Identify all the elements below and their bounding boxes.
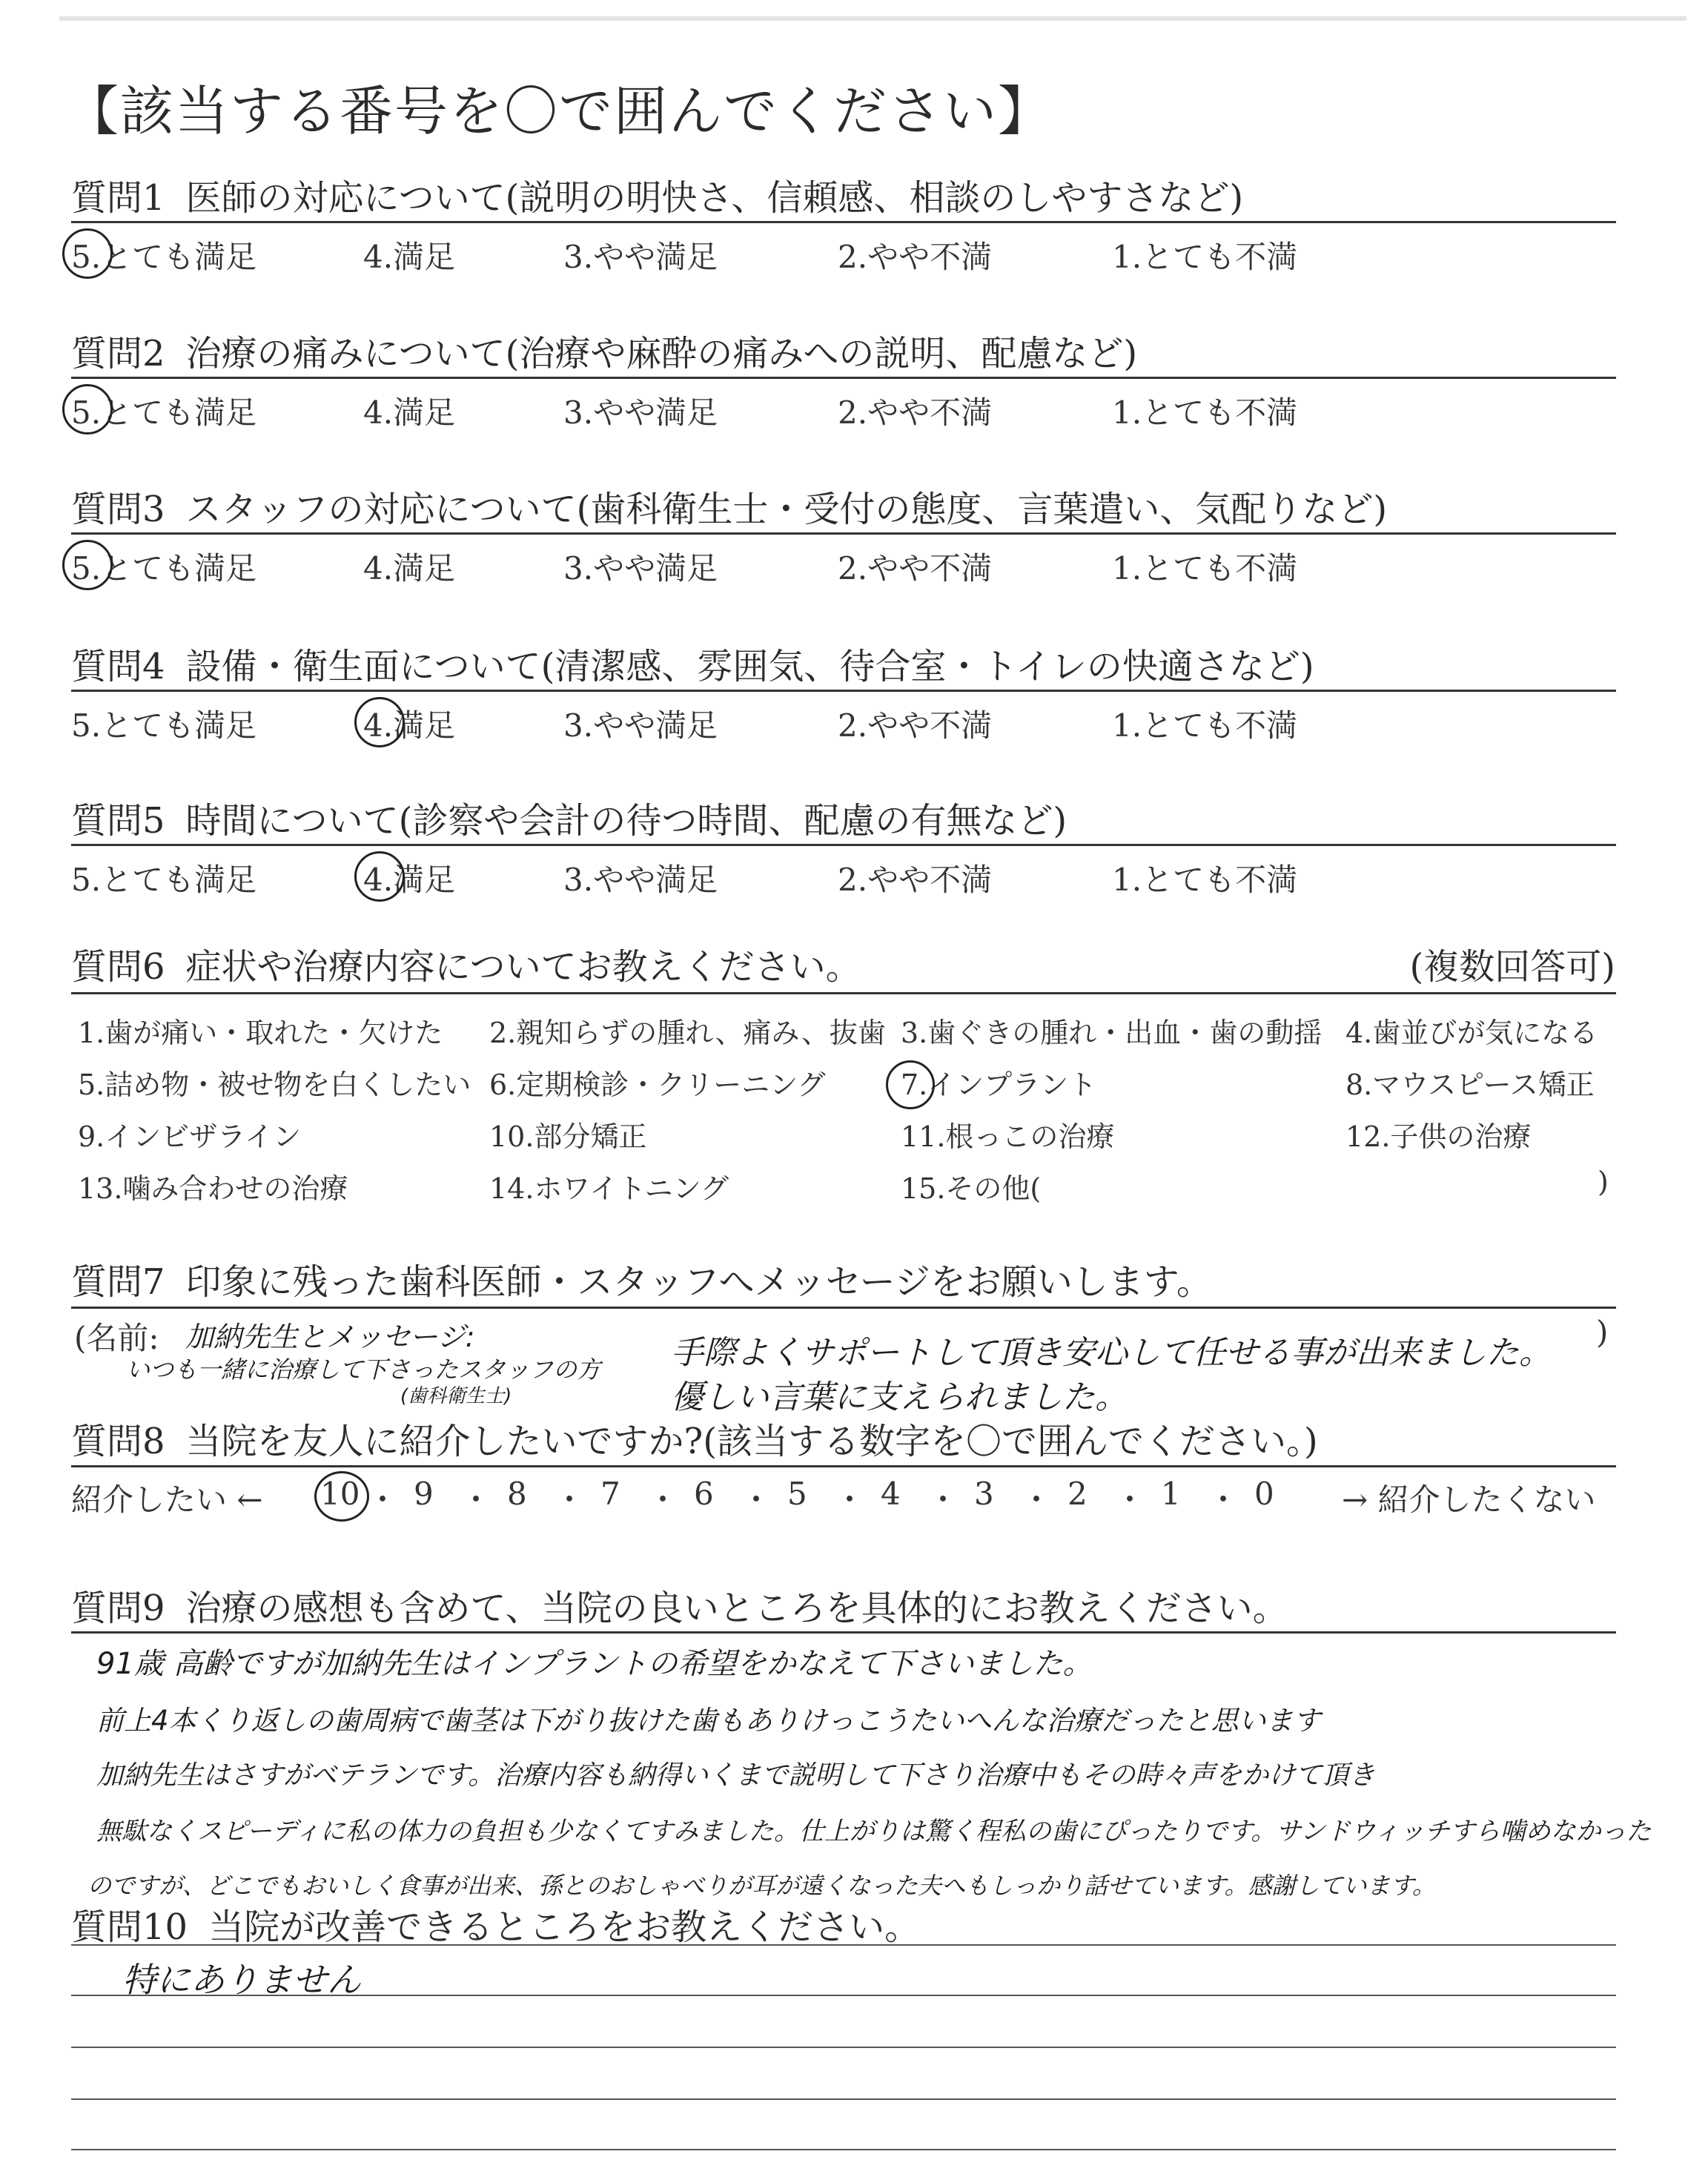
q8-scale-value: 2	[1068, 1476, 1088, 1512]
q4-option-3: 3.やや満足	[563, 707, 718, 744]
q6-item: 12.子供の治療	[1345, 1120, 1532, 1153]
q8-right-label: → 紹介したくない	[1342, 1482, 1596, 1518]
q6-item: 10.部分矯正	[489, 1120, 647, 1153]
q9-answer-line: 91歳 高齢ですが加納先生はインプラントの希望をかなえて下さいました。	[96, 1647, 1093, 1681]
q8-scale-value: 4	[881, 1476, 901, 1512]
q7-heading	[71, 1253, 1212, 1304]
q8-scale-dot: ・	[647, 1482, 679, 1518]
q10-heading	[71, 1898, 920, 1949]
q6-note: (複数回答可)	[1409, 946, 1615, 988]
q7-name-handwriting-2: いつも一緒に治療して下さったスタッフの方	[126, 1355, 601, 1384]
q6-selection-circle	[886, 1060, 935, 1109]
q6-item: 13.噛み合わせの治療	[78, 1172, 348, 1205]
q8-scale-value: 9	[414, 1476, 434, 1512]
q8-scale-value: 0	[1254, 1476, 1274, 1512]
q8-scale-value: 3	[974, 1476, 994, 1512]
q1-option-2: 2.やや不満	[838, 239, 993, 275]
q7-text: 印象に残った歯科医師・スタッフへメッセージをお願いします。	[185, 1261, 1212, 1303]
q9-text: 治療の感想も含めて、当院の良いところを具体的にお教えください。	[185, 1588, 1288, 1629]
q8-scale-value: 6	[694, 1476, 714, 1512]
q3-option-5: 5.とても満足	[71, 550, 257, 587]
q6-item: )	[1598, 1166, 1609, 1198]
q8-left-label: 紹介したい ←	[71, 1482, 263, 1518]
q5-heading	[71, 792, 1067, 843]
q5-option-5: 5.とても満足	[71, 862, 257, 898]
q6-item: 9.インビザライン	[78, 1120, 302, 1153]
q1-option-1: 1.とても不満	[1112, 239, 1298, 275]
q6-item: 14.ホワイトニング	[489, 1172, 729, 1205]
q9-number: 質問9	[71, 1588, 165, 1629]
q3-heading	[71, 480, 1387, 532]
q2-option-1: 1.とても不満	[1112, 394, 1298, 431]
q6-number: 質問6	[71, 946, 165, 988]
q7-number: 質問7	[71, 1261, 165, 1303]
q8-scale-dot: ・	[1021, 1482, 1053, 1518]
q4-option-1: 1.とても不満	[1112, 707, 1298, 744]
q8-scale-value: 5	[787, 1476, 807, 1512]
q1-rule	[71, 221, 1616, 223]
q10-answer-line-2	[71, 2047, 1616, 2048]
q8-scale-value: 10	[320, 1476, 360, 1512]
q5-rule	[71, 844, 1616, 846]
q3-option-2: 2.やや不満	[838, 550, 993, 587]
q6-item: 7.インプラント	[901, 1069, 1097, 1101]
q7-message-line-2: 優しい言葉に支えられました。	[671, 1378, 1128, 1416]
top-edge-line	[59, 16, 1687, 21]
q5-option-3: 3.やや満足	[563, 862, 718, 898]
q10-answer: 特にありません	[122, 1960, 361, 2000]
q7-name-handwriting: 加納先生とメッセージ:	[185, 1321, 475, 1353]
q8-number: 質問8	[71, 1421, 165, 1462]
q2-option-3: 3.やや満足	[563, 394, 718, 431]
q4-option-5: 5.とても満足	[71, 707, 257, 744]
q8-scale-dot: ・	[554, 1482, 586, 1518]
q4-selection-circle	[354, 697, 405, 747]
q8-scale-value: 1	[1161, 1476, 1181, 1512]
q2-selection-circle	[62, 384, 113, 435]
q9-answer-line: 無駄なくスピーディに私の体力の負担も少なくてすみました。仕上がりは驚く程私の歯にぴったりです。サンドウィッチすら噛めなかった	[96, 1817, 1652, 1846]
q5-option-1: 1.とても不満	[1112, 862, 1298, 898]
q7-name-handwriting-3: (歯科衛生士)	[400, 1385, 512, 1407]
q4-text: 設備・衛生面について(清潔感、雰囲気、待合室・トイレの快適さなど)	[185, 646, 1314, 687]
q4-rule	[71, 690, 1616, 692]
q6-item: 6.定期検診・クリーニング	[489, 1069, 826, 1101]
q9-answer-line: 加納先生はさすがベテランです。治療内容も納得いくまで説明して下さり治療中もその時々声をかけて頂き	[96, 1760, 1376, 1791]
q4-heading	[71, 638, 1314, 689]
q2-option-4: 4.満足	[363, 394, 456, 431]
q6-item: 3.歯ぐきの腫れ・出血・歯の動揺	[901, 1017, 1323, 1049]
q1-selection-circle	[62, 228, 113, 279]
q8-scale-dot: ・	[1208, 1482, 1239, 1518]
q6-item: 1.歯が痛い・取れた・欠けた	[78, 1017, 443, 1049]
q7-close-paren: )	[1596, 1314, 1609, 1350]
q9-rule	[71, 1631, 1616, 1634]
q3-number: 質問3	[71, 489, 165, 530]
q7-name-label: (名前:	[74, 1320, 159, 1356]
q2-rule	[71, 377, 1616, 379]
q1-text: 医師の対応について(説明の明快さ、信頼感、相談のしやすさなど)	[185, 177, 1244, 219]
q10-rule	[71, 1944, 1616, 1946]
q6-rule	[71, 992, 1616, 994]
q2-option-2: 2.やや不満	[838, 394, 993, 431]
q8-rule	[71, 1465, 1616, 1467]
q9-answer-line: 前上4本くり返しの歯周病で歯茎は下がり抜けた歯もありけっこうたいへんな治療だったと思います	[96, 1705, 1321, 1737]
q8-text: 当院を友人に紹介したいですか?(該当する数字を〇で囲んでください。)	[185, 1421, 1318, 1462]
page-title: 【該当する番号を〇で囲んでください】	[65, 80, 1053, 142]
q6-item: 8.マウスピース矯正	[1345, 1069, 1595, 1101]
q3-option-4: 4.満足	[363, 550, 456, 587]
q8-scale-value: 8	[507, 1476, 527, 1512]
q5-text: 時間について(診察や会計の待つ時間、配慮の有無など)	[185, 800, 1068, 842]
q2-text: 治療の痛みについて(治療や麻酔の痛みへの説明、配慮など)	[185, 333, 1138, 374]
q8-scale-dot: ・	[367, 1482, 399, 1518]
q5-selection-circle	[354, 851, 405, 902]
q9-heading	[71, 1579, 1288, 1631]
q8-scale-dot: ・	[460, 1482, 492, 1518]
q2-option-5: 5.とても満足	[71, 394, 257, 431]
q10-answer-line-3	[71, 2098, 1616, 2100]
q6-item: 2.親知らずの腫れ、痛み、抜歯	[489, 1017, 886, 1049]
q10-answer-line-1	[71, 1995, 1616, 1996]
q2-number: 質問2	[71, 333, 165, 374]
q1-option-4: 4.満足	[363, 239, 456, 275]
q6-heading	[71, 938, 861, 989]
q6-item: 4.歯並びが気になる	[1345, 1017, 1598, 1049]
q10-answer-line-4	[71, 2149, 1616, 2150]
q5-number: 質問5	[71, 800, 165, 842]
q3-option-3: 3.やや満足	[563, 550, 718, 587]
q3-selection-circle	[62, 540, 113, 590]
q8-scale-value: 7	[600, 1476, 620, 1512]
q10-text: 当院が改善できるところをお教えください。	[208, 1906, 921, 1948]
q1-heading	[71, 169, 1243, 220]
q8-scale-dot: ・	[834, 1482, 866, 1518]
q7-message-line-1: 手際よくサポートして頂き安心して任せる事が出来ました。	[671, 1334, 1552, 1372]
q6-text: 症状や治療内容についてお教えください。	[185, 946, 861, 988]
q10-number: 質問10	[71, 1906, 188, 1948]
q8-scale-dot: ・	[927, 1482, 959, 1518]
q3-rule	[71, 532, 1616, 535]
q5-option-2: 2.やや不満	[838, 862, 993, 898]
q6-item: 5.詰め物・被せ物を白くしたい	[78, 1069, 471, 1101]
q9-answer-line: のですが、どこでもおいしく食事が出来、孫とのおしゃべりが耳が遠くなった夫へもしっかり話せています。感謝しています。	[87, 1872, 1436, 1900]
q5-option-4: 4.満足	[363, 862, 456, 898]
q4-option-2: 2.やや不満	[838, 707, 993, 744]
q3-option-1: 1.とても不満	[1112, 550, 1298, 587]
q8-selection-circle	[314, 1471, 369, 1522]
q8-heading	[71, 1413, 1318, 1464]
q1-number: 質問1	[71, 177, 165, 219]
q4-option-4: 4.満足	[363, 707, 456, 744]
q8-scale-dot: ・	[741, 1482, 772, 1518]
q3-text: スタッフの対応について(歯科衛生士・受付の態度、言葉遣い、気配りなど)	[185, 489, 1388, 530]
q7-rule	[71, 1307, 1616, 1309]
q8-scale-dot: ・	[1114, 1482, 1146, 1518]
q1-option-3: 3.やや満足	[563, 239, 718, 275]
q2-heading	[71, 325, 1137, 376]
q6-item: 15.その他(	[901, 1172, 1042, 1205]
q6-item: 11.根っこの治療	[901, 1120, 1115, 1153]
q1-option-5: 5.とても満足	[71, 239, 257, 275]
q4-number: 質問4	[71, 646, 165, 687]
